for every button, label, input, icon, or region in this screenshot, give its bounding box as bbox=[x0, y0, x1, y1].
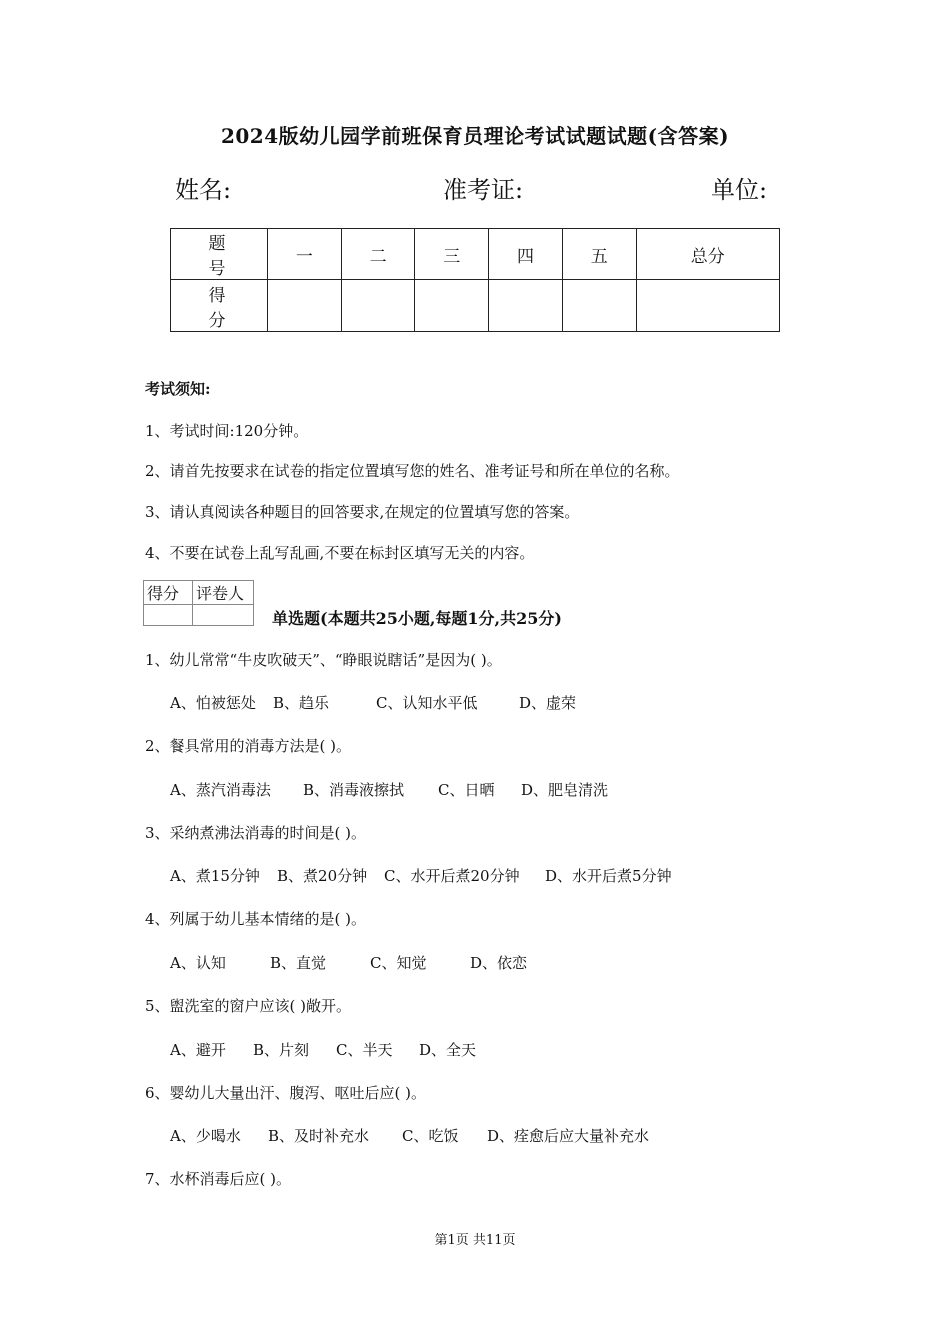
question-text: 5、盥洗室的窗户应该( )敞开。 bbox=[145, 997, 352, 1015]
notice-item: 2、请首先按要求在试卷的指定位置填写您的姓名、准考证号和所在单位的名称。 bbox=[145, 462, 680, 480]
name-label: 姓名: bbox=[175, 176, 232, 204]
option[interactable]: B、片刻 bbox=[253, 1041, 310, 1059]
question-options bbox=[170, 1039, 476, 1060]
question-text: 4、列属于幼儿基本情绪的是( )。 bbox=[145, 910, 367, 928]
option[interactable]: B、及时补充水 bbox=[268, 1127, 370, 1145]
page-title: 2024版幼儿园学前班保育员理论考试试题试题(含答案) bbox=[220, 124, 730, 148]
question-options bbox=[170, 952, 527, 973]
score-column-1: 一 bbox=[268, 229, 342, 280]
option[interactable]: B、消毒液擦拭 bbox=[303, 781, 405, 799]
option[interactable]: C、水开后煮20分钟 bbox=[384, 867, 520, 885]
option[interactable]: C、知觉 bbox=[370, 954, 427, 972]
option[interactable]: A、怕被惩处 bbox=[170, 694, 256, 712]
notice-item: 1、考试时间:120分钟。 bbox=[145, 422, 309, 440]
option[interactable]: A、少喝水 bbox=[170, 1127, 241, 1145]
score-cell-5[interactable] bbox=[562, 280, 636, 332]
grader-score-cell[interactable] bbox=[144, 605, 193, 626]
option[interactable]: C、认知水平低 bbox=[376, 694, 478, 712]
option[interactable]: B、煮20分钟 bbox=[277, 867, 368, 885]
option[interactable]: D、痊愈后应大量补充水 bbox=[487, 1127, 650, 1145]
question-options bbox=[170, 692, 576, 713]
score-cell-total[interactable] bbox=[636, 280, 779, 332]
score-column-2: 二 bbox=[341, 229, 415, 280]
question-number-header: 题 号 bbox=[171, 229, 268, 280]
grader-reviewer-label: 评卷人 bbox=[193, 581, 254, 605]
notice-title: 考试须知: bbox=[145, 380, 211, 398]
score-cell-4[interactable] bbox=[489, 280, 563, 332]
grader-reviewer-cell[interactable] bbox=[193, 605, 254, 626]
option[interactable]: D、全天 bbox=[419, 1041, 477, 1059]
grader-score-label: 得分 bbox=[144, 581, 193, 605]
score-table-score-row bbox=[171, 280, 780, 332]
option[interactable]: D、水开后煮5分钟 bbox=[545, 867, 672, 885]
ticket-number-label: 准考证: bbox=[443, 176, 524, 204]
score-column-3: 三 bbox=[415, 229, 489, 280]
question-text: 7、水杯消毒后应( )。 bbox=[145, 1170, 292, 1188]
score-column-4: 四 bbox=[489, 229, 563, 280]
notice-item: 3、请认真阅读各种题目的回答要求,在规定的位置填写您的答案。 bbox=[145, 503, 580, 521]
option[interactable]: A、避开 bbox=[170, 1041, 226, 1059]
section-title: 单选题(本题共25小题,每题1分,共25分) bbox=[272, 609, 562, 628]
question-text: 3、采纳煮沸法消毒的时间是( )。 bbox=[145, 824, 367, 842]
question-options bbox=[170, 779, 608, 800]
score-column-5: 五 bbox=[562, 229, 636, 280]
score-table-header-row bbox=[171, 229, 780, 280]
question-options bbox=[170, 1125, 649, 1146]
page-footer: 第1页 共11页 bbox=[434, 1233, 516, 1248]
option[interactable]: C、半天 bbox=[336, 1041, 393, 1059]
score-column-total: 总分 bbox=[636, 229, 779, 280]
option[interactable]: D、虚荣 bbox=[519, 694, 577, 712]
notice-item: 4、不要在试卷上乱写乱画,不要在标封区填写无关的内容。 bbox=[145, 544, 535, 562]
question-text: 6、婴幼儿大量出汗、腹泻、呕吐后应( )。 bbox=[145, 1084, 427, 1102]
score-row-header: 得 分 bbox=[171, 280, 268, 332]
option[interactable]: A、煮15分钟 bbox=[170, 867, 260, 885]
option[interactable]: B、直觉 bbox=[270, 954, 327, 972]
option[interactable]: A、认知 bbox=[170, 954, 226, 972]
option[interactable]: D、肥皂清洗 bbox=[521, 781, 609, 799]
score-table bbox=[170, 228, 780, 332]
score-cell-3[interactable] bbox=[415, 280, 489, 332]
option[interactable]: D、依恋 bbox=[470, 954, 528, 972]
option[interactable]: C、吃饭 bbox=[402, 1127, 459, 1145]
question-text: 1、幼儿常常“牛皮吹破天”、“睁眼说瞎话”是因为( )。 bbox=[145, 651, 502, 669]
option[interactable]: A、蒸汽消毒法 bbox=[170, 781, 271, 799]
candidate-info-line bbox=[175, 170, 785, 204]
unit-label: 单位: bbox=[711, 176, 768, 204]
question-text: 2、餐具常用的消毒方法是( )。 bbox=[145, 737, 352, 755]
option[interactable]: C、日晒 bbox=[438, 781, 495, 799]
score-cell-2[interactable] bbox=[341, 280, 415, 332]
grader-table bbox=[143, 580, 254, 626]
question-options bbox=[170, 865, 672, 886]
score-cell-1[interactable] bbox=[268, 280, 342, 332]
option[interactable]: B、趋乐 bbox=[273, 694, 330, 712]
